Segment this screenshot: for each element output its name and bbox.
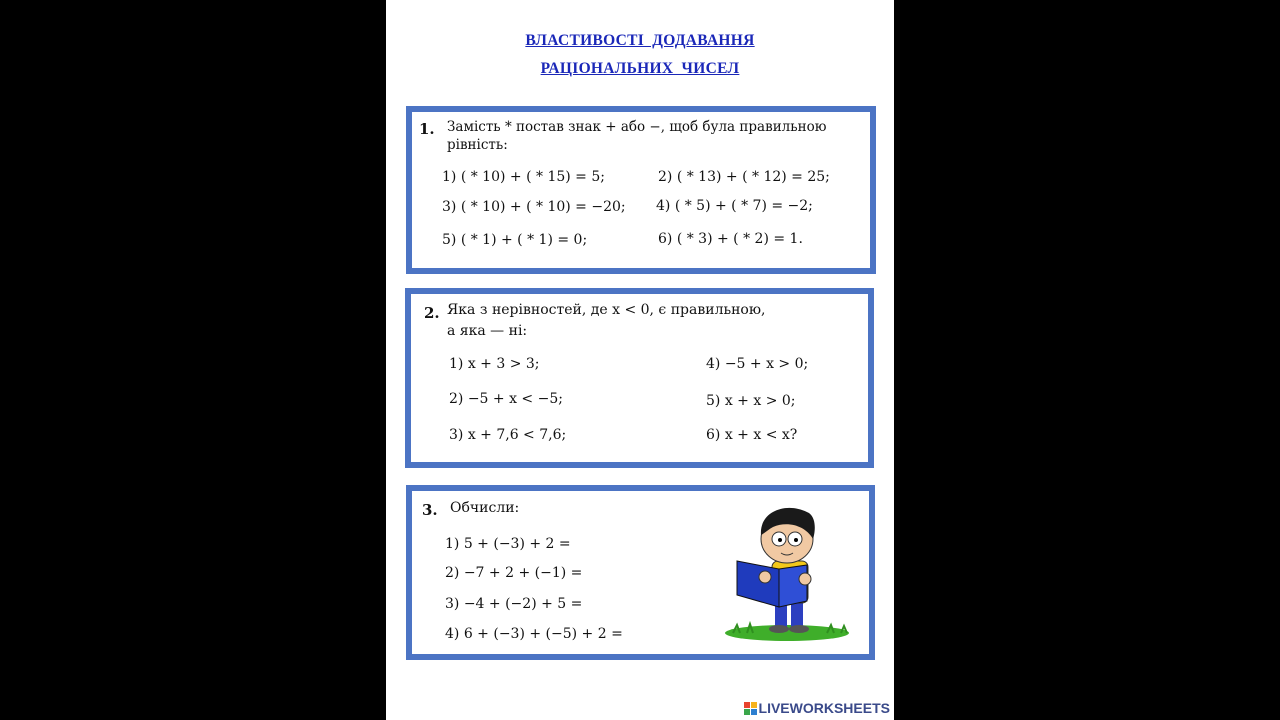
worksheet-title-line1: ВЛАСТИВОСТІ ДОДАВАННЯ — [525, 32, 755, 49]
task2-item-5: 5) x + x > 0; — [706, 393, 796, 409]
task1-instruction-line2: рівність: — [447, 137, 508, 153]
worksheet-page — [386, 0, 894, 720]
task1-instruction-line1: Замість * постав знак + або −, щоб була правильною — [447, 119, 827, 135]
task1-item-1: 1) ( * 10) + ( * 15) = 5; — [442, 169, 605, 185]
task2-number: 2. — [424, 304, 440, 322]
task3-item-1: 1) 5 + (−3) + 2 = — [445, 536, 571, 552]
task1-frame — [406, 106, 876, 274]
task1-content — [412, 112, 870, 268]
task2-instruction-line1: Яка з нерівностей, де x < 0, є правильною, — [447, 302, 766, 318]
task2-item-2: 2) −5 + x < −5; — [449, 391, 563, 407]
task1-item-4: 4) ( * 5) + ( * 7) = −2; — [656, 198, 813, 214]
task3-item-4: 4) 6 + (−3) + (−5) + 2 = — [445, 626, 623, 642]
worksheet-title-line2: РАЦІОНАЛЬНИХ ЧИСЕЛ — [540, 60, 740, 77]
task1-item-2: 2) ( * 13) + ( * 12) = 25; — [658, 169, 830, 185]
liveworksheets-logo-text: LIVEWORKSHEETS — [758, 700, 890, 716]
task2-content — [411, 294, 868, 462]
task3-content — [412, 491, 869, 654]
task3-frame — [406, 485, 875, 660]
task3-number: 3. — [422, 501, 438, 519]
task2-frame — [405, 288, 874, 468]
task2-item-3: 3) x + 7,6 < 7,6; — [449, 427, 567, 443]
task2-item-4: 4) −5 + x > 0; — [706, 356, 809, 372]
task1-item-5: 5) ( * 1) + ( * 1) = 0; — [442, 232, 588, 248]
task2-item-1: 1) x + 3 > 3; — [449, 356, 540, 372]
liveworksheets-logo — [744, 700, 890, 716]
task3-instruction: Обчисли: — [450, 500, 520, 516]
task1-item-6: 6) ( * 3) + ( * 2) = 1. — [658, 231, 803, 247]
task3-item-3: 3) −4 + (−2) + 5 = — [445, 596, 583, 612]
task2-instruction-line2: а яка — ні: — [447, 323, 528, 339]
boy-reading-book-illustration — [717, 499, 857, 649]
task1-item-3: 3) ( * 10) + ( * 10) = −20; — [442, 199, 626, 215]
liveworksheets-logo-mark — [744, 702, 757, 715]
task1-number: 1. — [419, 120, 435, 138]
task3-item-2: 2) −7 + 2 + (−1) = — [445, 565, 583, 581]
task2-item-6: 6) x + x < x? — [706, 427, 798, 443]
